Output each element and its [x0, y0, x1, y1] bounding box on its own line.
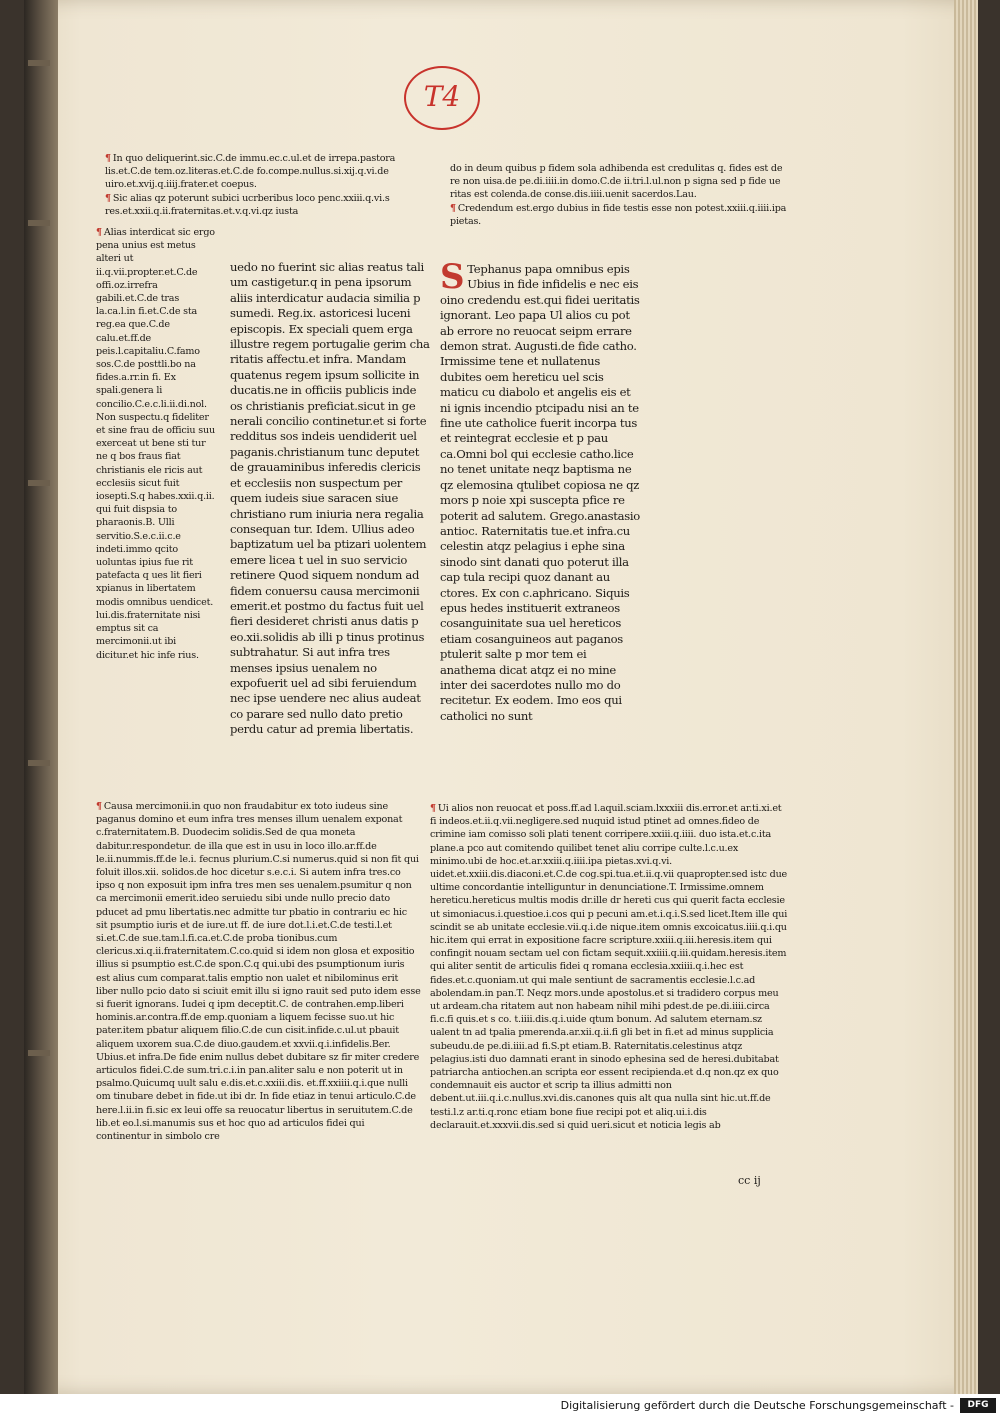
gloss-right-block: ¶ Ui alios non reuocat et poss.ff.ad l.aquil.sciam.lxxxiii dis.error.et ar.ti.xi.et fi indeos.et.ii.q.vii.negligere.sed nuquid istud ptinet ad omnes.fideo de crimine iam comisso soli plati tenent corripere.xxiii.q.iiii. duo ista.et.c.ita plane.a pco aut comitendo quilibet tenet aliu corripe culte.l.c.u.ex minimo.ubi de hoc.et.ar.xxiii.q.iiii.ipa pietas.xvi.q.vi. uidet.et.xxiii.dis.diaconi.et.C.de cog.spi.tua.et.ii.q.vii quapropter.sed istc due ultime concordantie intelliguntur in denunciatione.T. Irmissime.omnem hereticu.hereticus multis modis dr.ille dr hereti cus qui querit facta ecclesie ut simoniacus.i.questioe.i.cos qui p pecuni am.et.i.q.i.S.sed licet.Item ille qui scindit se ab unitate ecclesie.vii.q.i.de nique.item omnis excoicatus.iiii.q.i.qu hic.item qui errat in expositione facre scripture.xxiii.q.iii.heresis.item qui confingit nouam sectam uel con fictam sequit.xxiiii.q.iii.quidam.heresis.item qui aliter sentit de articulis fidei q romana ecclesia.xxiiii.q.i.hec est fides.et.c.quoniam.ut qui male sentiunt de sacramentis ecclesie.l.c.ad abolendam.in pan.T. Neqz mors.unde apostolus.et si tradidero corpus meu ut ardeam.cha ritatem aut non habeam nihil mihi pdest.de pe.di.iiii.circa fi.c.fi quis.et s co. t.iiii.dis.q.i.uide qtum bonum. Ad salutem eternam.sz ualent tn ad tpalia pmerenda.ar.xii.q.ii.fi gli bet in fi.et ad minus supplicia subeudu.de pe.di.iiii.ad fi.S.pt etiam.B. Raternitatis.celestinus atqz pelagius.isti duo damnati erant in sinodo ephesina sed de heresi.dubitabat patriarcha antiochen.an scripta eor essent recipienda.et d.q non.qz ex quo condemnauit eis auctor et scrip ta illius admitti non debent.ut.iii.q.i.c.nullus.xvi.dis.canones quis alt qua nulla sint hic.ut.ff.de testi.l.z ar.ti.q.ronc etiam bone fiue recipi pot et aliq.ui.i.dis declarauit.et.xxxvii.dis.sed si quid ueri.sicut et noticia legis ab: [430, 803, 788, 1131]
folio-mark: T4: [404, 66, 480, 130]
funding-notice: Digitalisierung gefördert durch die Deutsche Forschungsgemeinschaft -: [560, 1399, 954, 1412]
reference-paragraph: ¶ Sic alias qz poterunt subici ucrberibus loco penc.xxiii.q.vi.s res.et.xxii.q.ii.fraternitas.et.v.q.vi.qz iusta: [105, 192, 390, 217]
book-spine: [24, 0, 58, 1394]
page-edges: [954, 0, 978, 1394]
top-right-references: [450, 162, 790, 228]
reference-paragraph: ¶ In quo deliquerint.sic.C.de immu.ec.c.ul.et de irrepa.pastora lis.et.C.de tem.oz.literas.et.C.de fo.compe.nullus.si.xij.q.vi.de uiro.et.xvij.q.iiij.frater.et coepus.: [105, 153, 396, 191]
dfg-logo[interactable]: DFG: [960, 1398, 996, 1413]
gloss-left-block: ¶ Causa mercimonii.in quo non fraudabitur ex toto iudeus sine paganus domino et eum infra tres menses illum uenalem exponat c.fraternitatem.B. Duodecim solidis.Sed de qua moneta dabitur.respondetur. de illa que est in usu in loco illo.ar.ff.de le.ii.nummis.ff.de le.i. fecnus plurium.C.si numerus.quid si non fit qui foluit illos.xii. solidos.de hoc dicetur s.e.c.i. Si autem infra tres.co ipso q non exposuit ipm infra tres men ses uenalem.psumitur q non ca mercimonii emerit.ideo seruiedu sibi unde nullo precio dato pducet ad pmu libertatis.nec admitte tur pbatio in contrariu ec hic sit psumptio iuris et de iure.ut ff. de iure dot.l.i.et.C.de testi.l.et si.et.C.de sue.tam.l.fi.ca.et.C.de proba tionibus.cum clericus.xi.q.ii.fraternitatem.C.co.quid si idem non glosa et expositio illius si psumptio est.C.de spon.C.q qui.ubi des psumptionum iuris est alius cum comparat.talis emptio non ualet et nibilominus erit liber nullo pcio dato si sciuit emit illu si igno rauit sed puto idem esse si fuerit ignorans. Iudei q ipm deceptit.C. de contrahen.emp.liberi hominis.ar.contra.ff.de emp.quoniam a liquem fecisse suo.ut hic pater.item pbatur aliquem filio.C.de cun cisit.infide.c.ul.ut pbauit aliquem uxorem sua.C.de diuo.gaudem.et xxvii.q.i.infidelis.Ber. Ubius.et infra.De fide enim nullus debet dubitare sz fir miter credere articulos fidei.C.de sum.tri.c.i.in pan.aliter salu e non poterit ut in psalmo.Quicumq uult salu e.dis.et.c.xxiii.dis. et.ff.xxiiii.q.i.que nulli om tinubare debet in fide.ut ibi dr. In fide etiaz in tenui articulo.C.de here.l.ii.in fi.sic ex leui offe sa reuocatur libertus in seruitutem.C.de lib.et eo.l.si.manumis sus et hoc quo ad articulos fidei qui continentur in simbolo cre: [96, 801, 421, 1143]
main-text-left-column: uedo no fuerint sic alias reatus tali um castigetur.q in pena ipsorum aliis interdicatur audacia similia p sumedi. Reg.ix. astoricesi luceni episcopis. Ex speciali quem erga illustre regem portugalie gerim cha ritatis affectu.et infra. Mandam quatenus regem ipsum sollicite in ducatis.ne in officiis publicis inde os christianis preficiat.sicut in ge nerali concilio continetur.et si forte redditus sos indeis uendiderit uel paganis.christianum tunc deputet de grauaminibus inferedis clericis et ecclesiis non suspectum per quem iudeis siue saracen siue christiano rum iniuria nera regalia consequan tur. Idem. Ullius adeo baptizatum uel ba ptizari uolentem emere licea t uel in suo servicio retinere Quod siquem nondum ad fidem conuersu causa mercimonii emerit.et postmo du factus fuit uel fieri desideret christi anus datis p eo.xii.solidis ab illi p tinus protinus subtrahatur. Si aut infra tres menses ipsius uenalem no expofuerit uel ad sibi feruiendum nec ipse uendere nec alius audeat co parare sed nullo dato pretio perdu catur ad premia libertatis.: [230, 260, 430, 737]
main-text-right-column: S Tephanus papa omnibus epis Ubius in fide infidelis e nec eis oino credendu est.qui fidei ueritatis ignorant. Leo papa Ul alios cu pot ab errore no reuocat seipm errare demon strat. Augusti.de fide catho. Irmissime tene et nullatenus dubites oem hereticu uel scis maticu cu diabolo et angelis eis et ni ignis incendio ptcipadu nisi an te fine ute catholice fuerit incorpa tus et reintegrat ecclesie et p pau ca.Omni bol qui ecclesie catho.lice no tenet unitate neqz baptisma ne qz elemosina qtulibet copiosa ne qz mors p noie xpi suscepta pfice re poterit ad salutem. Grego.anastasio antioc. Raternitatis tue.et infra.cu celestin atqz pelagius i ephe sina sinodo sint danati quo poterut illa cap tula recipi quoz danant au ctores. Ex con c.aphricano. Siquis epus hedes instituerit extraneos cosanguinitate sua uel hereticos etiam cosanguineos aut paganos ptulerit salte p mor tem ei anathema dicat atqz ei no mine inter dei sacerdotes nullo mo do recitetur. Ex eodem. Imo eos qui catholici no sunt: [440, 257, 640, 723]
reference-paragraph: do in deum quibus p fidem sola adhibenda est credulitas q. fides est de re non uisa.de pe.di.iiii.in domo.C.de ii.tri.l.ul.non p signa sed p fide ue ritas est colenda.de conse.dis.iiii.uenit sacerdos.Lau.: [450, 163, 783, 201]
signature-mark: cc ij: [738, 1174, 761, 1187]
reference-paragraph: ¶ Credendum est.ergo dubius in fide testis esse non potest.xxiii.q.iiii.ipa pietas.: [450, 202, 787, 227]
margin-gloss-left: ¶ Alias interdicat sic ergo pena unius est metus alteri ut ii.q.vii.propter.et.C.de offi.oz.irrefra gabili.et.C.de tras la.ca.l.in fi.et.C.de sta reg.ea que.C.de calu.et.ff.de peis.l.capitaliu.C.famo sos.C.de posttli.bo na fides.a.rr.in fi. Ex spali.genera li concilio.C.e.c.li.ii.di.nol. Non suspectu.q fideliter et sine frau de officiu suu exerceat ut bene sti tur ne q bos fraus fiat christianis ele ricis aut ecclesiis sicut fuit iosepti.S.q habes.xxii.q.ii. qui fuit dispsia to pharaonis.B. Ulli servitio.S.e.c.ii.c.e indeti.immo qcito uoluntas ipius fue rit patefacta q ues lit fieri xpianus in libertatem modis omnibus uendicet. lui.dis.fraternitate nisi emptus sit ca mercimonii.ut ibi dicitur.et hic infe rius.: [96, 227, 215, 661]
top-left-references: [105, 152, 430, 218]
footer-bar: [0, 1394, 1000, 1418]
rubricated-initial: S: [440, 257, 465, 297]
